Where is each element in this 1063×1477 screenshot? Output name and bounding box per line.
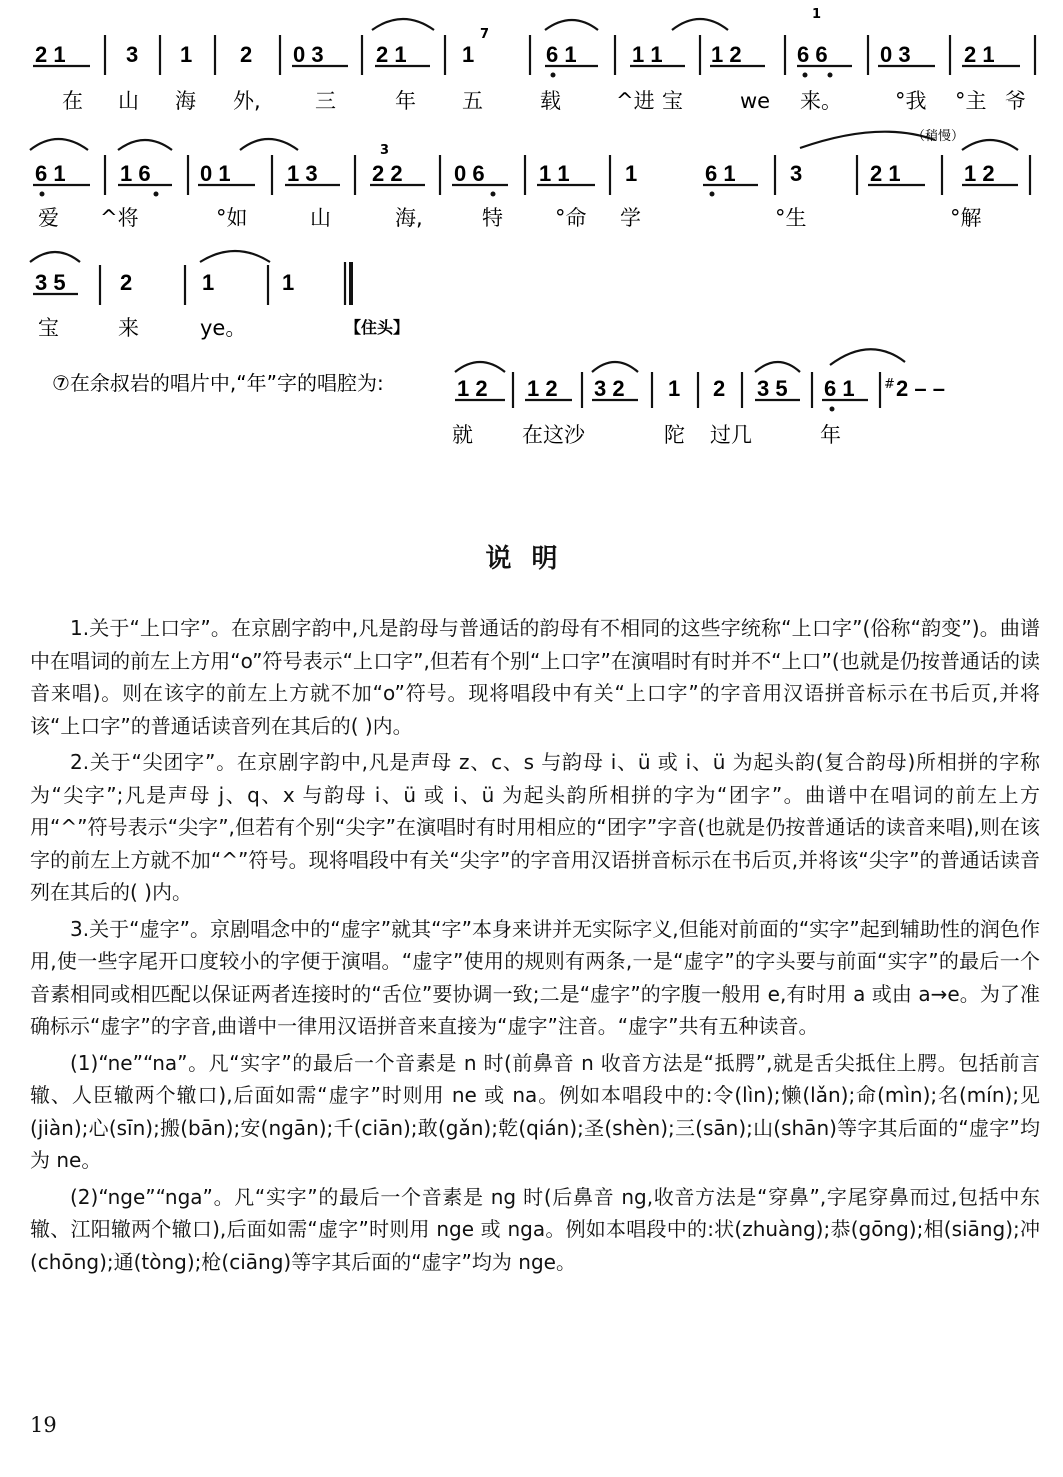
paragraph: (1)“ne”“na”。凡“实字”的最后一个音素是 n 时(前鼻音 n 收音方法是“抵腭”,就是舌尖抵住上腭。包括前言辙、人臣辙两个辙口),后面如需“虚字”时则用 ne 或 na。例如本唱段中的:令(lìn);懒(lǎn);命(mìn);名(mín);见(jiàn);心(sīn);搬(bān);安(ngān);千(ciān);敢(gǎn);乾(qián);圣(shèn);三(sān);山(shān)等字其后面的“虚字”均为 ne。	[30, 1050, 1040, 1172]
lyric: 宝	[38, 316, 59, 340]
note: 6 1	[824, 376, 855, 401]
note: 1 2	[527, 376, 558, 401]
lyric: 爱	[38, 206, 59, 230]
lyric: 外,	[233, 89, 261, 113]
lyric: 就	[452, 423, 473, 447]
note: 1 2	[711, 42, 742, 67]
note: 1	[202, 270, 215, 295]
lyric: °如	[216, 206, 248, 230]
note: 3	[790, 161, 803, 186]
note: 3 5	[757, 376, 788, 401]
lyric: 来。	[800, 89, 842, 113]
lyric: °命	[555, 206, 587, 230]
note: 2	[120, 270, 133, 295]
lyric: 特	[482, 206, 503, 230]
grace-note: 1	[812, 7, 822, 22]
note: 2 1	[870, 161, 901, 186]
sharp-mark: #	[884, 377, 895, 392]
paragraph: (2)“nge”“nga”。凡“实字”的最后一个音素是 ng 时(后鼻音 ng,收音方法是“穿鼻”,字尾穿鼻而过,包括中东辙、江阳辙两个辙口),后面如需“虚字”时则用 nge 或 nga。例如本唱段中的:状(zhuàng);恭(gōng);相(siāng);冲(chōng);通(tòng);枪(ciāng)等字其后面的“虚字”均为 nge。	[30, 1184, 1040, 1274]
note: 2 2	[372, 161, 403, 186]
note: 1 6	[120, 161, 151, 186]
paragraph: 1.关于“上口字”。在京剧字韵中,凡是韵母与普通话的韵母有不相同的这些字统称“上口字”(俗称“韵变”)。曲谱中在唱词的前左上方用“o”符号表示“上口字”,但若有个别“上口字”在演唱时有时并不“上口”(也就是仍按普通话的读音来唱)。则在该字的前左上方就不加“o”符号。现将唱段中有关“上口字”的字音用汉语拼音标示在书后页,并将该“上口字”的普通话读音列在其后的( )内。	[30, 616, 1040, 738]
lyric: °解	[950, 206, 982, 230]
lyric: 学	[620, 206, 641, 230]
note: 1 2	[457, 376, 488, 401]
note: 1 2	[964, 161, 995, 186]
lyric: 三	[315, 89, 336, 113]
grace-note: 7	[480, 27, 490, 42]
lyric: 年	[820, 423, 841, 447]
lyric: 海	[175, 89, 196, 113]
note: 6 6	[797, 42, 828, 67]
note: 1	[668, 376, 681, 401]
lyric: °主	[955, 89, 987, 113]
tempo-mark: （稍慢）	[912, 129, 965, 144]
lyric: 在这沙	[522, 423, 585, 447]
lyric: 五	[462, 89, 483, 113]
note: 0 3	[293, 42, 324, 67]
note: 1	[462, 42, 475, 67]
lyric: ye。	[200, 316, 247, 340]
note: 0 1	[200, 161, 231, 186]
note: 2 1	[376, 42, 407, 67]
note: 2	[240, 42, 253, 67]
lyric: 过几	[710, 423, 752, 447]
lyric: 来	[118, 316, 139, 340]
note: 2	[713, 376, 726, 401]
note: 2 1	[35, 42, 66, 67]
explanation-body	[30, 612, 1040, 1282]
lyric: ^进	[616, 89, 655, 113]
lyric: 山	[310, 206, 331, 230]
paragraph: 3.关于“虚字”。京剧唱念中的“虚字”就其“字”本身来讲并无实际字义,但能对前面的“实字”起到辅助性的润色作用,使一些字尾开口度较小的字便于演唱。“虚字”使用的规则有两条,一是“虚字”的字头要与前面“实字”的最后一个音素相同或相匹配以保证两者连接时的“舌位”要协调一致;二是“虚字”的字腹一般用 e,有时用 a 或由 a→e。为了准确标示“虚字”的字音,曲谱中一律用汉语拼音来直接为“虚字”注音。“虚字”共有五种读音。	[30, 916, 1040, 1038]
grace-note: 3	[380, 143, 390, 158]
lyric: 宝	[662, 89, 683, 113]
note: 3	[126, 42, 139, 67]
lyric: we	[740, 89, 771, 113]
note: 1	[180, 42, 193, 67]
note: 2 – –	[896, 376, 945, 401]
note: 2 1	[964, 42, 995, 67]
footnote-text: ⑦在余叔岩的唱片中,“年”字的唱腔为:	[52, 371, 384, 395]
note: 0 6	[454, 161, 485, 186]
lyric: 陀	[664, 423, 685, 447]
jianpu-score	[0, 0, 1063, 470]
lyric: ^将	[100, 206, 139, 230]
lyric: 载	[540, 89, 561, 113]
note: 6 1	[546, 42, 577, 67]
lyric: °我	[895, 89, 927, 113]
lyric: 年	[395, 89, 416, 113]
note: 1 1	[539, 161, 570, 186]
lyric: °生	[775, 206, 807, 230]
note: 6 1	[35, 161, 66, 186]
note: 1 3	[287, 161, 318, 186]
note: 3 5	[35, 270, 66, 295]
note: 1 1	[632, 42, 663, 67]
page-number: 19	[30, 1413, 57, 1437]
end-mark: 【住头】	[345, 318, 410, 337]
lyric: 海,	[395, 206, 423, 230]
note: 1	[282, 270, 295, 295]
note: 0 3	[880, 42, 911, 67]
lyric: 在	[62, 89, 83, 113]
note: 6 1	[705, 161, 736, 186]
lyric: 爷	[1005, 89, 1026, 113]
section-title: 说明	[485, 544, 578, 574]
note: 3 2	[594, 376, 625, 401]
lyric: 山	[118, 89, 139, 113]
note: 1	[625, 161, 638, 186]
paragraph: 2.关于“尖团字”。在京剧字韵中,凡是声母 z、c、s 与韵母 i、ü 或 i、ü 为起头韵(复合韵母)所相拼的字称为“尖字”;凡是声母 j、q、x 与韵母 i、ü 或 i、ü 为起头韵所相拼的字为“团字”。曲谱中在唱词的前左上方用“^”符号表示“尖字”,但若有个别“尖字”在演唱时有时用相应的“团字”字音(也就是仍按普通话的读音来唱),则在该字的前左上方就不加“^”符号。现将唱段中有关“尖字”的字音用汉语拼音标示在书后页,并将该“尖字”的普通话读音列在其后的( )内。	[30, 750, 1040, 904]
